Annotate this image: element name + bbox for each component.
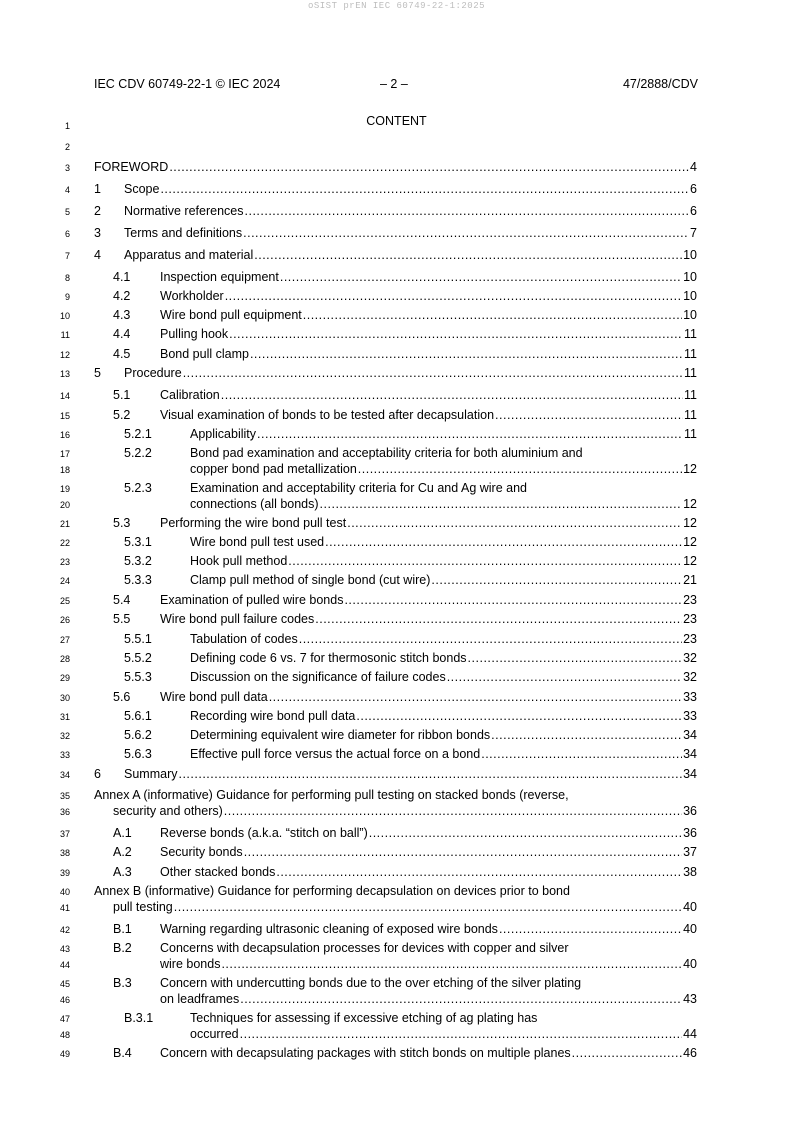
toc-entry-row[interactable] bbox=[190, 651, 697, 665]
toc-entry-row[interactable] bbox=[113, 900, 697, 914]
toc-entry-row[interactable] bbox=[190, 632, 697, 646]
line-number: 24 bbox=[59, 576, 70, 586]
line-number: 26 bbox=[59, 615, 70, 625]
line-number: 49 bbox=[59, 1049, 70, 1059]
toc-entry-title[interactable]: Concerns with decapsulation processes for devices with copper and silver bbox=[160, 941, 569, 955]
toc-leader-dots bbox=[245, 204, 690, 218]
toc-entry-page: 23 bbox=[683, 632, 697, 646]
toc-entry-page: 46 bbox=[683, 1046, 697, 1060]
toc-entry-page: 6 bbox=[690, 204, 697, 218]
line-number: 41 bbox=[59, 903, 70, 913]
toc-entry-row[interactable] bbox=[190, 1027, 697, 1041]
toc-entry-row[interactable] bbox=[160, 1046, 697, 1060]
toc-entry-row[interactable] bbox=[190, 670, 697, 684]
toc-entry-title-continued: copper bond pad metallization bbox=[190, 462, 357, 476]
line-number: 21 bbox=[59, 519, 70, 529]
toc-entry-page: 37 bbox=[683, 845, 697, 859]
toc-leader-dots bbox=[221, 388, 683, 402]
toc-leader-dots bbox=[169, 160, 689, 174]
toc-entry-title: Other stacked bonds bbox=[160, 865, 276, 879]
toc-entry-page: 12 bbox=[683, 554, 697, 568]
toc-entry-number: 5.3.1 bbox=[124, 535, 152, 549]
line-number: 15 bbox=[59, 411, 70, 421]
toc-entry-number: 5.5.3 bbox=[124, 670, 152, 684]
toc-entry-title: Clamp pull method of single bond (cut wire) bbox=[190, 573, 431, 587]
toc-leader-dots bbox=[325, 535, 682, 549]
toc-entry-title[interactable]: Annex B (informative) Guidance for performing decapsulation on devices prior to bond bbox=[94, 884, 570, 898]
line-number: 45 bbox=[59, 979, 70, 989]
toc-entry-row[interactable] bbox=[124, 366, 697, 380]
toc-entry-row[interactable] bbox=[190, 535, 697, 549]
toc-entry-title: Security bonds bbox=[160, 845, 243, 859]
toc-entry-page: 40 bbox=[683, 900, 697, 914]
toc-entry-page: 36 bbox=[683, 804, 697, 818]
toc-leader-dots bbox=[240, 992, 682, 1006]
line-number: 5 bbox=[64, 207, 70, 217]
toc-entry-number: 4.2 bbox=[113, 289, 131, 303]
toc-entry-title: Recording wire bond pull data bbox=[190, 709, 356, 723]
toc-entry-row[interactable] bbox=[190, 728, 697, 742]
toc-entry-page: 40 bbox=[683, 922, 697, 936]
toc-leader-dots bbox=[225, 289, 682, 303]
toc-leader-dots bbox=[344, 593, 682, 607]
toc-entry-number: 5.2 bbox=[113, 408, 131, 422]
toc-entry-title-continued: wire bonds bbox=[160, 957, 221, 971]
toc-entry-page: 7 bbox=[690, 226, 697, 240]
line-number: 42 bbox=[59, 925, 70, 935]
toc-leader-dots bbox=[288, 554, 682, 568]
toc-entry-row[interactable] bbox=[160, 308, 697, 322]
toc-entry-title: Terms and definitions bbox=[124, 226, 243, 240]
line-number: 37 bbox=[59, 829, 70, 839]
toc-leader-dots bbox=[303, 308, 682, 322]
toc-entry-row[interactable] bbox=[160, 957, 697, 971]
toc-entry-row[interactable] bbox=[160, 388, 697, 402]
toc-entry-page: 12 bbox=[683, 497, 697, 511]
line-number: 32 bbox=[59, 731, 70, 741]
toc-entry-title: Discussion on the significance of failure codes bbox=[190, 670, 446, 684]
line-number: 11 bbox=[60, 330, 70, 340]
line-number: 4 bbox=[64, 185, 70, 195]
toc-entry-number: 4 bbox=[94, 248, 101, 262]
toc-entry-page: 10 bbox=[683, 248, 697, 262]
toc-entry-title: Examination of pulled wire bonds bbox=[160, 593, 344, 607]
toc-entry-row[interactable] bbox=[160, 845, 697, 859]
toc-entry-number: B.2 bbox=[113, 941, 132, 955]
toc-entry-page: 11 bbox=[684, 388, 697, 402]
toc-leader-dots bbox=[240, 1027, 682, 1041]
toc-entry-page: 10 bbox=[683, 308, 697, 322]
toc-entry-number: 5.5.1 bbox=[124, 632, 152, 646]
toc-entry-title: Workholder bbox=[160, 289, 224, 303]
toc-entry-title: Wire bond pull data bbox=[160, 690, 268, 704]
toc-entry-title: Hook pull method bbox=[190, 554, 288, 568]
line-number: 36 bbox=[59, 807, 70, 817]
toc-entry-page: 33 bbox=[683, 709, 697, 723]
toc-leader-dots bbox=[358, 462, 682, 476]
toc-leader-dots bbox=[572, 1046, 682, 1060]
toc-entry-number: 6 bbox=[94, 767, 101, 781]
toc-leader-dots bbox=[491, 728, 682, 742]
line-number: 34 bbox=[59, 770, 70, 780]
toc-entry-page: 12 bbox=[683, 535, 697, 549]
toc-leader-dots bbox=[347, 516, 682, 530]
toc-entry-title[interactable]: Concern with undercutting bonds due to the over etching of the silver plating bbox=[160, 976, 582, 990]
toc-leader-dots bbox=[221, 957, 682, 971]
toc-entry-page: 33 bbox=[683, 690, 697, 704]
toc-entry-row[interactable] bbox=[160, 289, 697, 303]
line-number: 1 bbox=[64, 121, 70, 131]
toc-leader-dots bbox=[269, 690, 682, 704]
toc-entry-title: Scope bbox=[124, 182, 160, 196]
line-number: 27 bbox=[59, 635, 70, 645]
toc-entry-page: 10 bbox=[683, 289, 697, 303]
toc-leader-dots bbox=[244, 845, 682, 859]
toc-entry-number: 1 bbox=[94, 182, 101, 196]
toc-entry-row[interactable] bbox=[160, 347, 697, 361]
toc-entry-row[interactable] bbox=[160, 865, 697, 879]
toc-entry-title-continued: occurred bbox=[190, 1027, 239, 1041]
toc-entry-title: FOREWORD bbox=[94, 160, 169, 174]
toc-entry-title: Defining code 6 vs. 7 for thermosonic stitch bonds bbox=[190, 651, 467, 665]
toc-entry-row[interactable] bbox=[124, 248, 697, 262]
line-number: 23 bbox=[59, 557, 70, 567]
line-number: 9 bbox=[64, 292, 70, 302]
toc-entry-page: 4 bbox=[690, 160, 697, 174]
toc-leader-dots bbox=[369, 826, 682, 840]
toc-entry-page: 11 bbox=[684, 427, 697, 441]
header-document-code: 47/2888/CDV bbox=[622, 77, 698, 91]
watermark: oSIST prEN IEC 60749-22-1:2025 bbox=[307, 1, 486, 11]
toc-entry-number: 4.3 bbox=[113, 308, 131, 322]
toc-entry-page: 23 bbox=[683, 612, 697, 626]
toc-entry-number: 4.5 bbox=[113, 347, 131, 361]
toc-entry-number: B.3.1 bbox=[124, 1011, 154, 1025]
toc-entry-page: 32 bbox=[683, 651, 697, 665]
toc-entry-title: Inspection equipment bbox=[160, 270, 279, 284]
toc-entry-title: Effective pull force versus the actual force on a bond bbox=[190, 747, 481, 761]
toc-entry-page: 6 bbox=[690, 182, 697, 196]
toc-entry-row[interactable] bbox=[160, 327, 697, 341]
line-number: 20 bbox=[59, 500, 70, 510]
toc-entry-page: 11 bbox=[684, 327, 697, 341]
line-number: 8 bbox=[64, 273, 70, 283]
toc-entry-number: 3 bbox=[94, 226, 101, 240]
line-number: 10 bbox=[59, 311, 70, 321]
toc-leader-dots bbox=[280, 270, 682, 284]
toc-entry-number: 5.5.2 bbox=[124, 651, 152, 665]
toc-entry-title: Concern with decapsulating packages with stitch bonds on multiple planes bbox=[160, 1046, 571, 1060]
toc-entry-number: B.4 bbox=[113, 1046, 132, 1060]
line-number: 14 bbox=[59, 391, 70, 401]
toc-leader-dots bbox=[356, 709, 682, 723]
line-number: 39 bbox=[59, 868, 70, 878]
toc-entry-number: B.1 bbox=[113, 922, 132, 936]
toc-entry-title: Wire bond pull failure codes bbox=[160, 612, 315, 626]
toc-entry-number: 4.4 bbox=[113, 327, 131, 341]
toc-entry-title: Normative references bbox=[124, 204, 244, 218]
line-number: 13 bbox=[59, 369, 70, 379]
toc-leader-dots bbox=[276, 865, 682, 879]
toc-entry-page: 11 bbox=[684, 366, 697, 380]
toc-entry-page: 23 bbox=[683, 593, 697, 607]
toc-leader-dots bbox=[178, 767, 682, 781]
toc-entry-row[interactable] bbox=[160, 593, 697, 607]
toc-entry-row[interactable] bbox=[160, 270, 697, 284]
toc-entry-page: 44 bbox=[683, 1027, 697, 1041]
toc-entry-number: 5.2.1 bbox=[124, 427, 152, 441]
toc-entry-number: 5.5 bbox=[113, 612, 131, 626]
line-number: 2 bbox=[64, 142, 70, 152]
toc-entry-page: 32 bbox=[683, 670, 697, 684]
toc-leader-dots bbox=[229, 327, 683, 341]
toc-entry-title-continued: pull testing bbox=[113, 900, 173, 914]
toc-entry-title[interactable]: Examination and acceptability criteria for Cu and Ag wire and bbox=[190, 481, 527, 495]
line-number: 3 bbox=[64, 163, 70, 173]
toc-entry-title: Apparatus and material bbox=[124, 248, 254, 262]
line-number: 18 bbox=[59, 465, 70, 475]
toc-entry-row[interactable] bbox=[113, 804, 697, 818]
toc-leader-dots bbox=[160, 182, 689, 196]
line-number: 16 bbox=[59, 430, 70, 440]
line-number: 46 bbox=[59, 995, 70, 1005]
toc-entry-number: 5.6.1 bbox=[124, 709, 152, 723]
toc-leader-dots bbox=[447, 670, 682, 684]
toc-entry-title: Visual examination of bonds to be tested after decapsulation bbox=[160, 408, 495, 422]
header-page-number: – 2 – bbox=[380, 77, 408, 91]
toc-leader-dots bbox=[250, 347, 683, 361]
toc-entry-title: Bond pull clamp bbox=[160, 347, 249, 361]
toc-entry-row[interactable] bbox=[124, 204, 697, 218]
toc-entry-row[interactable] bbox=[160, 408, 697, 422]
toc-entry-title[interactable]: Bond pad examination and acceptability criteria for both aluminium and bbox=[190, 446, 583, 460]
toc-entry-title: Determining equivalent wire diameter for ribbon bonds bbox=[190, 728, 491, 742]
toc-entry-number: 4.1 bbox=[113, 270, 131, 284]
line-number: 35 bbox=[59, 791, 70, 801]
toc-entry-row[interactable] bbox=[160, 992, 697, 1006]
line-number: 29 bbox=[59, 673, 70, 683]
line-number: 47 bbox=[59, 1014, 70, 1024]
toc-entry-title-continued: connections (all bonds) bbox=[190, 497, 319, 511]
toc-entry-page: 11 bbox=[684, 408, 697, 422]
line-number: 12 bbox=[59, 350, 70, 360]
toc-leader-dots bbox=[254, 248, 682, 262]
toc-entry-row[interactable] bbox=[160, 922, 697, 936]
toc-entry-number: 5.4 bbox=[113, 593, 131, 607]
toc-entry-page: 34 bbox=[683, 767, 697, 781]
toc-entry-title[interactable]: Techniques for assessing if excessive etching of ag plating has bbox=[190, 1011, 538, 1025]
toc-entry-title: Calibration bbox=[160, 388, 220, 402]
toc-entry-number: 5.2.3 bbox=[124, 481, 152, 495]
line-number: 19 bbox=[59, 484, 70, 494]
toc-entry-row[interactable] bbox=[190, 427, 697, 441]
toc-entry-title: Warning regarding ultrasonic cleaning of exposed wire bonds bbox=[160, 922, 498, 936]
page-title: CONTENT bbox=[366, 114, 427, 128]
toc-entry-page: 12 bbox=[683, 516, 697, 530]
toc-entry-number: 5.3.3 bbox=[124, 573, 152, 587]
toc-entry-page: 43 bbox=[683, 992, 697, 1006]
line-number: 40 bbox=[59, 887, 70, 897]
toc-entry-row[interactable] bbox=[94, 160, 697, 174]
toc-entry-title: Procedure bbox=[124, 366, 182, 380]
toc-entry-row[interactable] bbox=[124, 226, 697, 240]
toc-entry-page: 21 bbox=[683, 573, 697, 587]
toc-entry-title: Wire bond pull test used bbox=[190, 535, 325, 549]
toc-entry-row[interactable] bbox=[160, 516, 697, 530]
toc-leader-dots bbox=[243, 226, 689, 240]
toc-entry-title: Applicability bbox=[190, 427, 257, 441]
toc-entry-page: 11 bbox=[684, 347, 697, 361]
line-number: 25 bbox=[59, 596, 70, 606]
toc-entry-title: Performing the wire bond pull test bbox=[160, 516, 347, 530]
toc-entry-title[interactable]: Annex A (informative) Guidance for performing pull testing on stacked bonds (reverse, bbox=[94, 788, 569, 802]
line-number: 7 bbox=[64, 251, 70, 261]
toc-leader-dots bbox=[315, 612, 682, 626]
toc-leader-dots bbox=[320, 497, 683, 511]
toc-leader-dots bbox=[174, 900, 682, 914]
toc-leader-dots bbox=[495, 408, 683, 422]
line-number: 43 bbox=[59, 944, 70, 954]
toc-entry-row[interactable] bbox=[190, 747, 697, 761]
toc-entry-row[interactable] bbox=[124, 767, 697, 781]
toc-entry-title-continued: on leadframes bbox=[160, 992, 240, 1006]
toc-entry-page: 34 bbox=[683, 728, 697, 742]
toc-entry-title: Wire bond pull equipment bbox=[160, 308, 302, 322]
line-number: 17 bbox=[59, 449, 70, 459]
toc-entry-row[interactable] bbox=[190, 573, 697, 587]
toc-entry-title: Pulling hook bbox=[160, 327, 229, 341]
toc-leader-dots bbox=[431, 573, 682, 587]
toc-entry-number: 5.3 bbox=[113, 516, 131, 530]
toc-leader-dots bbox=[183, 366, 683, 380]
toc-entry-number: 5.6.3 bbox=[124, 747, 152, 761]
toc-entry-row[interactable] bbox=[190, 462, 697, 476]
line-number: 48 bbox=[59, 1030, 70, 1040]
toc-entry-title-continued: security and others) bbox=[113, 804, 223, 818]
toc-entry-number: A.1 bbox=[113, 826, 132, 840]
toc-entry-page: 40 bbox=[683, 957, 697, 971]
header-document-id: IEC CDV 60749-22-1 © IEC 2024 bbox=[94, 77, 281, 91]
line-number: 44 bbox=[59, 960, 70, 970]
toc-entry-number: 5.6 bbox=[113, 690, 131, 704]
line-number: 6 bbox=[64, 229, 70, 239]
toc-entry-number: 5.3.2 bbox=[124, 554, 152, 568]
line-number: 22 bbox=[59, 538, 70, 548]
toc-entry-row[interactable] bbox=[124, 182, 697, 196]
toc-entry-number: A.2 bbox=[113, 845, 132, 859]
toc-entry-page: 38 bbox=[683, 865, 697, 879]
toc-entry-number: 5.6.2 bbox=[124, 728, 152, 742]
toc-entry-number: 5.1 bbox=[113, 388, 131, 402]
line-number: 31 bbox=[59, 712, 70, 722]
line-number: 30 bbox=[59, 693, 70, 703]
toc-entry-number: B.3 bbox=[113, 976, 132, 990]
toc-entry-number: 5 bbox=[94, 366, 101, 380]
toc-entry-number: A.3 bbox=[113, 865, 132, 879]
toc-entry-row[interactable] bbox=[190, 709, 697, 723]
toc-entry-number: 5.2.2 bbox=[124, 446, 152, 460]
toc-entry-title: Reverse bonds (a.k.a. “stitch on ball”) bbox=[160, 826, 368, 840]
toc-entry-row[interactable] bbox=[160, 690, 697, 704]
line-number: 33 bbox=[59, 750, 70, 760]
toc-entry-row[interactable] bbox=[190, 554, 697, 568]
toc-entry-row[interactable] bbox=[190, 497, 697, 511]
toc-entry-page: 36 bbox=[683, 826, 697, 840]
toc-entry-row[interactable] bbox=[160, 826, 697, 840]
toc-leader-dots bbox=[499, 922, 682, 936]
toc-leader-dots bbox=[299, 632, 682, 646]
toc-entry-row[interactable] bbox=[160, 612, 697, 626]
toc-entry-title: Summary bbox=[124, 767, 178, 781]
toc-leader-dots bbox=[481, 747, 682, 761]
toc-leader-dots bbox=[224, 804, 682, 818]
toc-entry-page: 34 bbox=[683, 747, 697, 761]
toc-leader-dots bbox=[257, 427, 683, 441]
toc-leader-dots bbox=[468, 651, 683, 665]
line-number: 28 bbox=[59, 654, 70, 664]
toc-entry-number: 2 bbox=[94, 204, 101, 218]
toc-entry-page: 10 bbox=[683, 270, 697, 284]
toc-entry-page: 12 bbox=[683, 462, 697, 476]
line-number: 38 bbox=[59, 848, 70, 858]
toc-entry-title: Tabulation of codes bbox=[190, 632, 298, 646]
